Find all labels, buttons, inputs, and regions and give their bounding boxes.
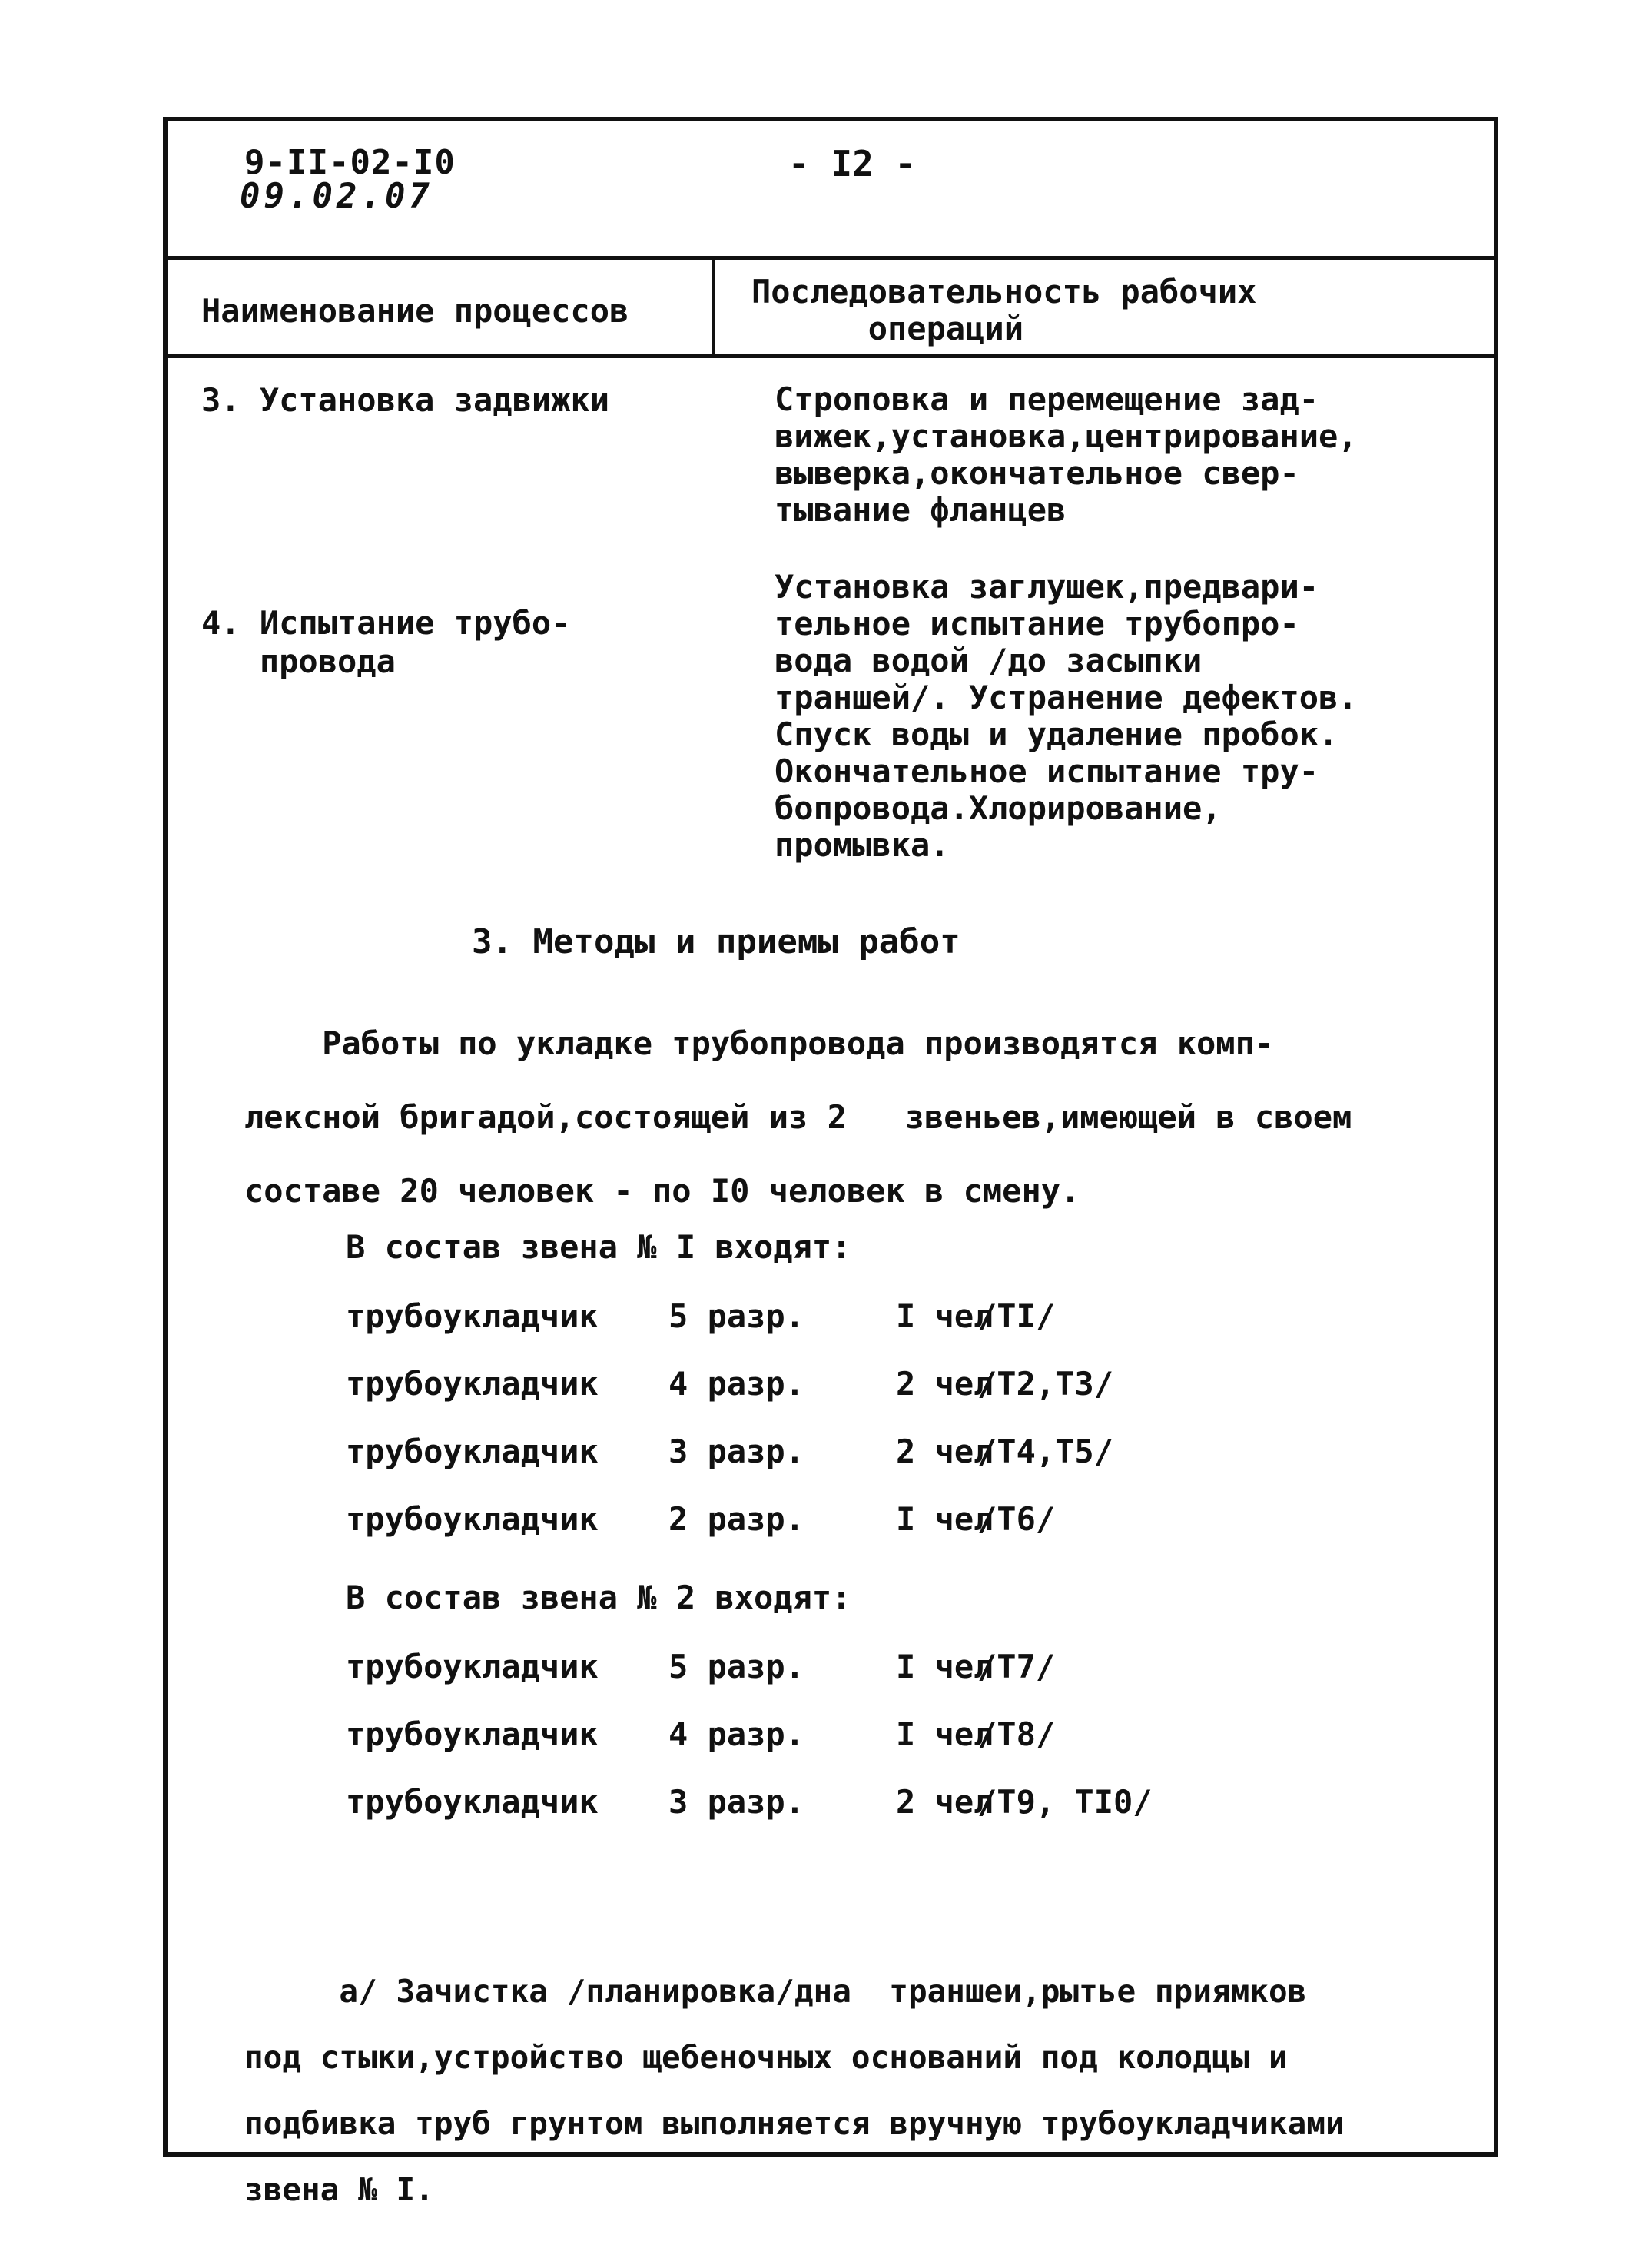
crew-count: 2 чел <box>896 1783 994 1821</box>
crew-member-row <box>346 1715 1268 1762</box>
crew-grade: 3 разр. <box>668 1433 805 1470</box>
crew-count: I чел <box>896 1297 994 1335</box>
crew-member-row <box>346 1433 1268 1479</box>
crew-worker-codes: /T6/ <box>977 1500 1056 1538</box>
crew-grade: 5 разр. <box>668 1648 805 1685</box>
crew-count: 2 чел <box>896 1365 994 1403</box>
crew-worker-codes: /T2,T3/ <box>977 1365 1114 1403</box>
crew-member-row <box>346 1783 1268 1829</box>
crew-grade: 5 разр. <box>668 1297 805 1335</box>
intro-paragraph: Работы по укладке трубопровода производятся комп- лексной бригадой,состоящей из 2 звеньев,имеющей в своем составе 20 человек - по I0 человек в смену. <box>244 1024 1352 1210</box>
crew-worker-codes: /T8/ <box>977 1715 1056 1753</box>
final-paragraph: а/ Зачистка /планировка/дна траншеи,рытье приямков под стыки,устройство щебеночных оснований под колодцы и подбивка труб грунтом выполняется вручную трубоукладчиками звена № I. <box>244 1973 1345 2208</box>
page-frame <box>163 117 1498 2208</box>
crew-count: I чел <box>896 1715 994 1753</box>
crew-profession: трубоукладчик <box>346 1648 599 1685</box>
crew-profession: трубоукладчик <box>346 1433 599 1470</box>
table-row-operations: Установка заглушек,предвари- тельное испытание трубопро- вода водой /до засыпки траншей/. Устранение дефектов. Спуск воды и удаление пробок. Окончательное испытание тру- бопровода.Хлорирование, промывка. <box>775 568 1358 864</box>
crew-count: I чел <box>896 1500 994 1538</box>
crew-worker-codes: /T7/ <box>977 1648 1056 1685</box>
crew-profession: трубоукладчик <box>346 1783 599 1821</box>
crew-grade: 4 разр. <box>668 1365 805 1403</box>
crew-member-row <box>346 1297 1268 1343</box>
table-row-operations: Строповка и перемещение зад- вижек,установка,центрирование, выверка,окончательное свер- тывание фланцев <box>775 380 1358 529</box>
crew-profession: трубоукладчик <box>346 1715 599 1753</box>
crew-worker-codes: /TI/ <box>977 1297 1056 1335</box>
crew-count: I чел <box>896 1648 994 1685</box>
crew-member-row <box>346 1500 1268 1546</box>
table-row-process: 4. Испытание трубо- провода <box>201 604 571 680</box>
crew-worker-codes: /T9, TI0/ <box>977 1783 1153 1821</box>
document-header <box>168 121 1494 260</box>
crew-member-row <box>346 1365 1268 1411</box>
crew-grade: 3 разр. <box>668 1783 805 1821</box>
crew-grade: 2 разр. <box>668 1500 805 1538</box>
crew-worker-codes: /T4,T5/ <box>977 1433 1114 1470</box>
table-header <box>168 260 1494 358</box>
column-divider <box>712 260 715 354</box>
document-code: 9-II-02-I0 <box>244 143 456 182</box>
column-header-processes: Наименование процессов <box>201 292 629 330</box>
crew-member-row <box>346 1648 1268 1694</box>
crew-2-heading: В состав звена № 2 входят: <box>346 1579 851 1616</box>
table-row-process: 3. Установка задвижки <box>201 381 610 419</box>
section-title: 3. Методы и приемы работ <box>472 922 960 961</box>
crew-count: 2 чел <box>896 1433 994 1470</box>
page-number: - I2 - <box>788 143 917 184</box>
crew-grade: 4 разр. <box>668 1715 805 1753</box>
crew-profession: трубоукладчик <box>346 1297 599 1335</box>
column-header-operations: Последовательность рабочих операций <box>751 273 1257 347</box>
document-date: 09.02.07 <box>240 177 433 216</box>
crew-profession: трубоукладчик <box>346 1500 599 1538</box>
crew-1-heading: В состав звена № I входят: <box>346 1228 851 1266</box>
crew-profession: трубоукладчик <box>346 1365 599 1403</box>
